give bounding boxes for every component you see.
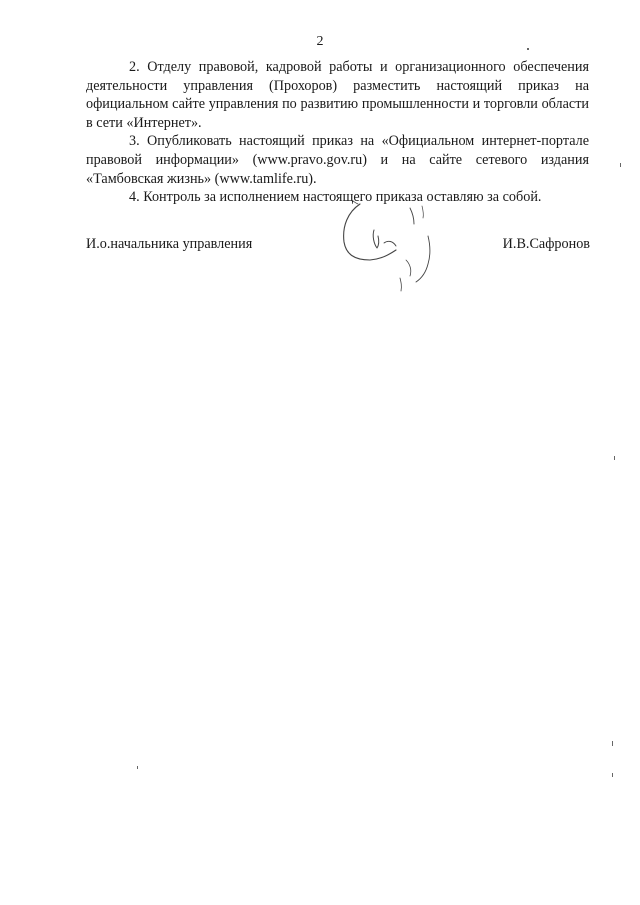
scan-artifact [137, 766, 138, 769]
document-body [86, 58, 589, 207]
paragraph-item-3: 3. Опубликовать настоящий приказ на «Официальном интернет-портале правовой информации» (www.pravo.gov.ru) и на сайте сетевого издания «Тамбовская жизнь» (www.tamlife.ru). [86, 133, 589, 187]
signatory-name: И.В.Сафронов [502, 236, 590, 252]
scan-artifact [612, 741, 613, 746]
paragraph-item-4: 4. Контроль за исполнением настоящего приказа оставляю за собой. [129, 189, 542, 206]
signatory-title: И.о.начальника управления [86, 236, 253, 252]
scan-artifact [614, 456, 615, 460]
scan-artifact [612, 773, 613, 777]
page-number: 2 [316, 34, 324, 49]
handwritten-signature [330, 196, 440, 296]
scan-artifact [527, 48, 529, 50]
paragraph-item-2: 2. Отделу правовой, кадровой работы и организационного обеспечения деятельности управления (Прохоров) разместить настоящий приказ на официальном сайте управления по развитию промышленности и торговли области в сети «Интернет». [86, 59, 589, 131]
scan-artifact [620, 163, 621, 167]
